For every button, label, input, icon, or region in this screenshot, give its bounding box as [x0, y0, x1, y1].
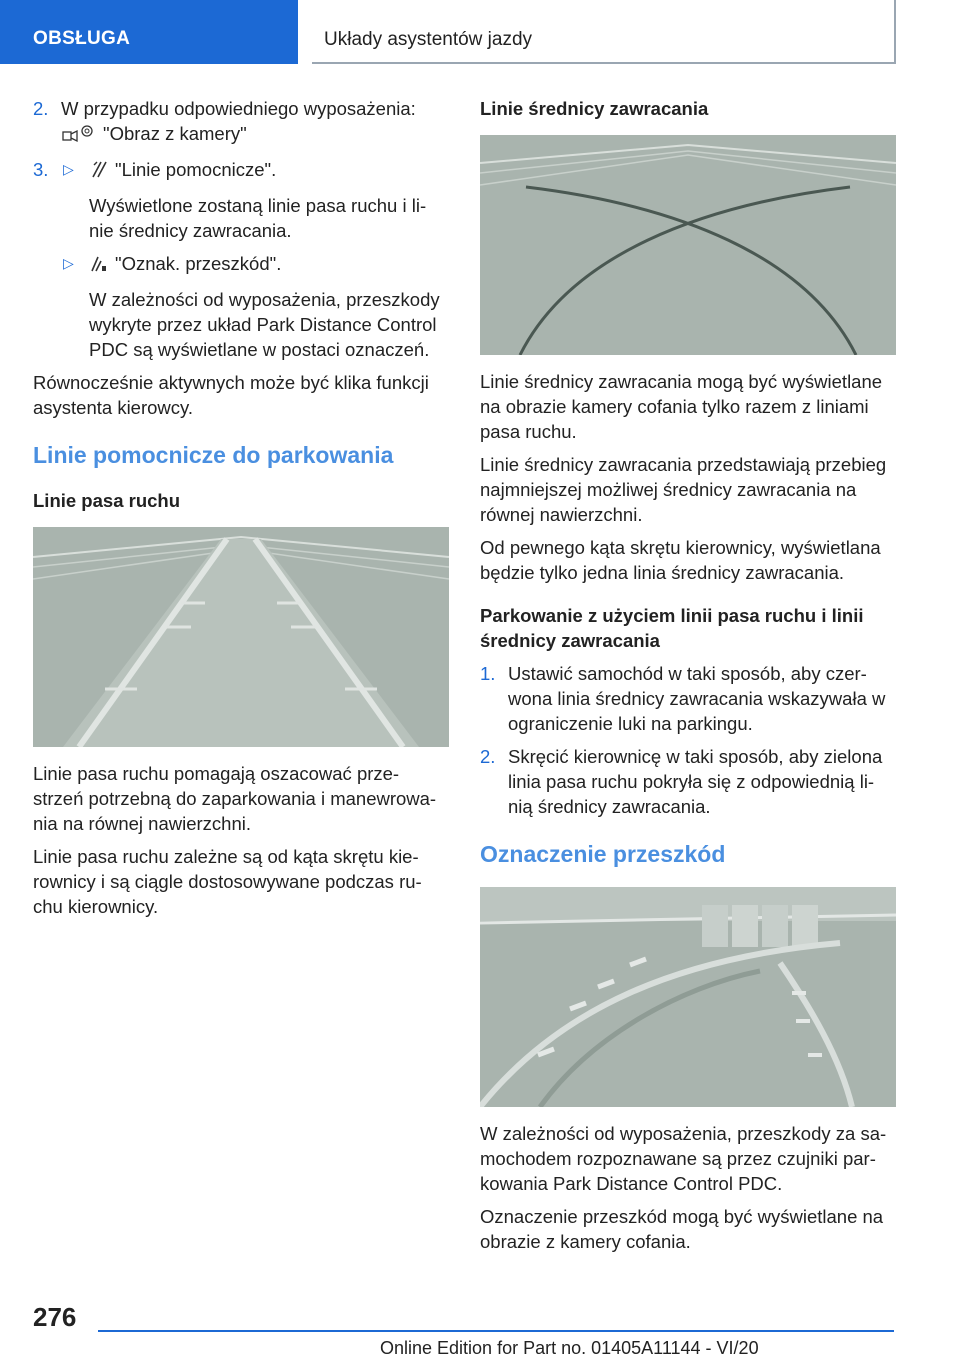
list-item-3	[33, 157, 449, 185]
paragraph: Linie pasa ruchu pomagają oszacować prze-strzeń potrzebną do zaparkowania i manewrowa-nia na równej nawierzchni.	[33, 763, 437, 834]
section-heading: Oznaczenie przeszkód	[480, 841, 726, 867]
paragraph: Linie średnicy zawracania mogą być wyświetlane na obrazie kamery cofania tylko razem z liniami pasa ruchu.	[480, 371, 883, 442]
option-guide-lines: "Linie pomocnicze".	[115, 159, 277, 180]
section-heading: Linie pomocnicze do parkowania	[33, 442, 394, 468]
guide-lines-description: Wyświetlone zostaną linie pasa ruchu i li-nie średnicy zawracania.	[89, 195, 427, 241]
option-camera-image: "Obraz z kamery"	[103, 123, 247, 144]
guide-lines-icon	[89, 159, 109, 185]
lane-lines-illustration	[33, 527, 449, 747]
section-title: OBSŁUGA	[33, 28, 131, 49]
subsection-heading: Parkowanie z użyciem linii pasa ruchu i linii średnicy zawracania	[480, 605, 864, 651]
step-1	[480, 661, 896, 736]
chapter-header	[312, 0, 896, 64]
right-column	[480, 96, 896, 1262]
list-number: 1.	[480, 663, 496, 684]
section-tab[interactable]	[0, 0, 298, 64]
subsection-heading: Linie średnicy zawracania	[480, 98, 709, 119]
list-number: 2.	[33, 98, 49, 119]
camera-icon	[61, 123, 97, 149]
option-obstacle-marking: "Oznak. przeszkód".	[115, 253, 282, 274]
list-item-2	[33, 96, 449, 149]
paragraph: Linie pasa ruchu zależne są od kąta skrętu kie-rownicy i są ciągle dostosowywane podczas ru-chu kierownicy.	[33, 846, 422, 917]
step-text: Skręcić kierownicę w taki sposób, aby zielona linia pasa ruchu pokryła się z odpowiednią li-nią średnicy zawracania.	[508, 746, 883, 817]
paragraph: Oznaczenie przeszkód mogą być wyświetlane na obrazie z kamery cofania.	[480, 1206, 884, 1252]
paragraph: W zależności od wyposażenia, przeszkody za sa-mochodem rozpoznawane są przez czujniki par-kowania Park Distance Control PDC.	[480, 1123, 887, 1194]
turning-radius-illustration	[480, 135, 896, 355]
footer-divider	[98, 1330, 894, 1332]
paragraph: Równocześnie aktywnych może być klika funkcji asystenta kierowcy.	[33, 372, 429, 418]
paragraph: Linie średnicy zawracania przedstawiają przebieg najmniejszej możliwej średnicy zawracania na równej nawierzchni.	[480, 454, 887, 525]
list-number: 3.	[33, 159, 49, 180]
chapter-title: Układy asystentów jazdy	[324, 29, 533, 50]
list-subitem-obstacles	[33, 251, 449, 279]
bullet-triangle-icon: ▷	[63, 255, 74, 271]
step-text: Ustawić samochód w taki sposób, aby czer-wona linia średnicy zawracania wskazywała w ograniczenie luki na parkingu.	[508, 663, 886, 734]
list-number: 2.	[480, 746, 496, 767]
obstacle-marking-description: W zależności od wyposażenia, przeszkody wykryte przez układ Park Distance Control PDC są wyświetlane w postaci oznaczeń.	[89, 289, 440, 360]
list-text: W przypadku odpowiedniego wyposażenia:	[61, 98, 416, 119]
obstacle-marking-icon	[89, 253, 109, 279]
obstacle-marking-illustration	[480, 887, 896, 1107]
edition-footer: Online Edition for Part no. 01405A11144 - VI/20	[380, 1338, 759, 1358]
step-2	[480, 744, 896, 819]
page-number: 276	[33, 1302, 77, 1332]
left-column	[33, 96, 449, 927]
bullet-triangle-icon: ▷	[63, 161, 74, 177]
subsection-heading: Linie pasa ruchu	[33, 490, 181, 511]
paragraph: Od pewnego kąta skrętu kierownicy, wyświetlana będzie tylko jedna linia średnicy zawracania.	[480, 537, 881, 583]
